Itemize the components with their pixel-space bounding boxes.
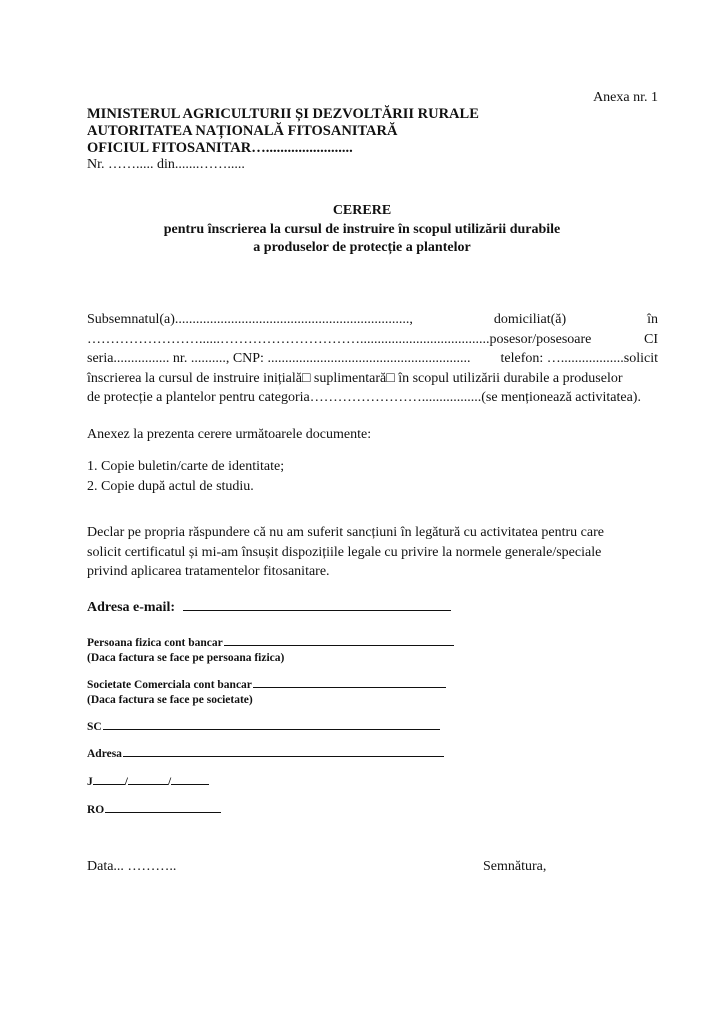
company-bank-label: Societate Comerciala cont bancar bbox=[87, 679, 252, 691]
address-field[interactable]: ……………………......………………………….....................................posesor/posesoare bbox=[87, 331, 592, 347]
fiscal-code-input-line[interactable] bbox=[105, 800, 221, 813]
address-input-line[interactable] bbox=[123, 744, 444, 757]
document-subtitle-line1: pentru înscrierea la cursul de instruire în scopul utilizării durabile bbox=[163, 222, 561, 237]
company-bank-account-row bbox=[87, 675, 446, 708]
trade-register-part-2[interactable] bbox=[128, 772, 168, 785]
email-label: Adresa e-mail: bbox=[87, 600, 175, 615]
signature-label: Semnătura, bbox=[483, 859, 547, 874]
individual-bank-note: (Daca factura se face pe persoana fizica) bbox=[87, 652, 285, 664]
individual-bank-input-line[interactable] bbox=[224, 633, 454, 646]
company-name-label: SC bbox=[87, 721, 102, 733]
annex-number: Anexa nr. 1 bbox=[593, 90, 658, 105]
company-name-input-line[interactable] bbox=[103, 717, 440, 730]
trade-register-part-3[interactable] bbox=[171, 772, 209, 785]
date-field[interactable]: Data... ……….. bbox=[87, 859, 177, 874]
trade-register-part-1[interactable] bbox=[93, 772, 125, 785]
email-input-line[interactable] bbox=[183, 598, 451, 611]
registration-number: Nr. ……..... din.......……..... bbox=[87, 157, 245, 172]
id-series-cnp-field[interactable]: seria................ nr. .........., CNP: .......................................................... bbox=[87, 351, 471, 366]
slash-separator: / bbox=[124, 776, 128, 788]
annex-intro: Anexez la prezenta cerere următoarele documente: bbox=[87, 427, 372, 442]
fiscal-code-label: RO bbox=[87, 804, 105, 816]
request-line-1 bbox=[87, 310, 658, 330]
in-label: în bbox=[647, 312, 658, 327]
applicant-name-field[interactable]: Subsemnatul(a)..................................................................., bbox=[87, 312, 413, 327]
address-row bbox=[87, 744, 444, 762]
trade-register-label: J bbox=[87, 776, 93, 788]
individual-bank-account-row bbox=[87, 633, 454, 666]
address-label: Adresa bbox=[87, 748, 122, 760]
company-name-row bbox=[87, 717, 440, 735]
office-header: OFICIUL FITOSANITAR…........................ bbox=[87, 140, 353, 156]
declaration-line-1: Declar pe propria răspundere că nu am suferit sancțiuni în legătură cu activitatea pentru care bbox=[87, 525, 604, 540]
request-line-5: de protecție a plantelor pentru categoria…………………….................(se menționează activitatea). bbox=[87, 390, 641, 405]
list-item: 2. Copie după actul de studiu. bbox=[87, 478, 254, 494]
authority-header: AUTORITATEA NAȚIONALĂ FITOSANITARĂ bbox=[87, 123, 398, 139]
request-line-2 bbox=[87, 330, 658, 350]
document-title: CERERE bbox=[332, 203, 392, 218]
document-subtitle-line2: a produselor de protecție a plantelor bbox=[253, 240, 471, 255]
company-bank-note: (Daca factura se face pe societate) bbox=[87, 694, 253, 706]
fiscal-code-row bbox=[87, 800, 221, 818]
trade-register-row bbox=[87, 772, 209, 790]
ministry-header: MINISTERUL AGRICULTURII ȘI DEZVOLTĂRII RURALE bbox=[87, 106, 479, 122]
request-line-4: înscrierea la cursul de instruire inițială□ suplimentară□ în scopul utilizării durabile a produselor bbox=[87, 370, 623, 386]
domicile-label: domiciliat(ă) bbox=[493, 312, 567, 327]
declaration-line-2: solicit certificatul și mi-am însușit dispozițiile legale cu privire la normele generale/speciale bbox=[87, 544, 602, 560]
annex-document-list bbox=[87, 457, 658, 496]
slash-separator: / bbox=[167, 776, 172, 788]
individual-bank-label: Persoana fizica cont bancar bbox=[87, 637, 223, 649]
email-row bbox=[87, 598, 451, 616]
company-bank-input-line[interactable] bbox=[253, 675, 446, 688]
phone-field[interactable]: telefon: …..................solicit bbox=[500, 351, 658, 366]
declaration-line-3: privind aplicarea tratamentelor fitosanitare. bbox=[87, 564, 330, 579]
list-item: 1. Copie buletin/carte de identitate; bbox=[87, 459, 285, 474]
request-line-3 bbox=[87, 349, 658, 369]
ci-label: CI bbox=[644, 331, 658, 347]
request-paragraph bbox=[87, 310, 658, 408]
declaration-paragraph bbox=[87, 523, 658, 582]
